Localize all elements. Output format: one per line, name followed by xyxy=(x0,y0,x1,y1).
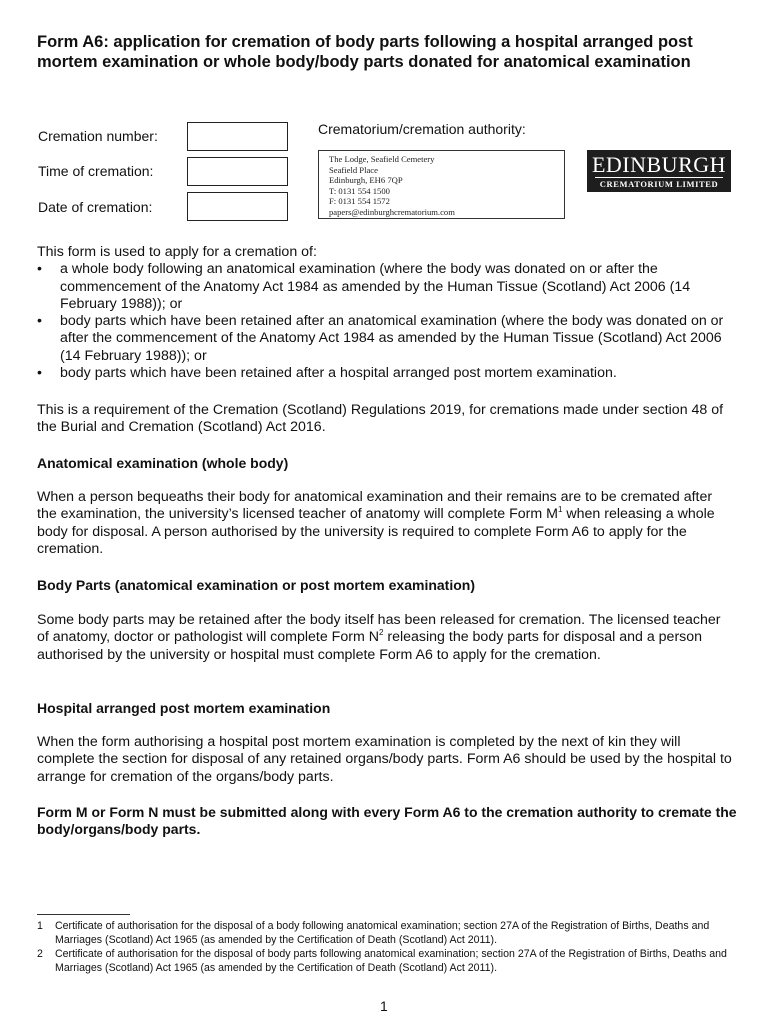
section-paragraph-hospital: When the form authorising a hospital post mortem examination is completed by the next of kin they will complete the section for disposal of any retained organs/body parts. Form A6 should be used by the hospital to arrange for cremation of the organs/body parts. xyxy=(37,734,732,785)
paragraph-text: When a person bequeaths their body for anatomical examination and their remains are to be cremated after the examination, the university’s licensed teacher of anatomy will complete Form M xyxy=(37,489,713,523)
logo-line-1: EDINBURGH xyxy=(591,152,727,177)
list-item: • a whole body following an anatomical examination (where the body was donated on or after the commencement of the Anatomy Act 1984 as amended by the Human Tissue (Scotland) Act 2006 (14 February 1988)); or xyxy=(37,261,732,313)
edinburgh-crematorium-logo xyxy=(587,150,731,192)
address-email: papers@edinburghcrematorium.com xyxy=(329,206,455,217)
page-number: 1 xyxy=(380,998,388,1014)
paragraph-text: when releasing a whole body for disposal. A person authorised by the university is required to complete Form A6 to apply for the cremation. xyxy=(37,506,715,557)
address-phone: T: 0131 554 1500 xyxy=(329,185,390,196)
footnote-text: Certificate of authorisation for the disposal of a body following anatomical examination; section 27A of the Registration of Births, Deaths and Marriages (Scotland) Act 1965 (as amended by the Certification of Death (Scotland) Act 2011). xyxy=(55,920,710,946)
footnote-text: Certificate of authorisation for the disposal of body parts following anatomical examination; section 27A of the Registration of Births, Deaths and Marriages (Scotland) Act 1965 (as amended by the Certification of Death (Scotland) Act 2011). xyxy=(55,948,727,974)
list-item: • body parts which have been retained after a hospital arranged post mortem examination. xyxy=(37,365,732,382)
address-line: The Lodge, Seafield Cemetery xyxy=(329,154,435,164)
requirement-paragraph: This is a requirement of the Cremation (Scotland) Regulations 2019, for cremations made under section 48 of the Burial and Cremation (Scotland) Act 2016. xyxy=(37,402,724,436)
intro-bullet-list xyxy=(37,261,732,382)
logo-line-2: CREMATORIUM LIMITED xyxy=(595,177,723,189)
cremation-number-field[interactable] xyxy=(187,122,288,151)
cremation-number-label: Cremation number: xyxy=(38,128,158,144)
footnote-number: 2 xyxy=(37,948,43,960)
date-of-cremation-label: Date of cremation: xyxy=(38,199,153,215)
paragraph-text: Some body parts may be retained after the body itself has been released for cremation. The licensed teacher of anatomy, doctor or pathologist will complete Form N xyxy=(37,612,721,646)
section-paragraph-anatomical xyxy=(37,489,732,558)
address-line: Edinburgh, EH6 7QP xyxy=(329,175,403,186)
time-of-cremation-label: Time of cremation: xyxy=(38,163,154,179)
footnote-2 xyxy=(37,947,737,975)
footnote-divider xyxy=(37,914,130,915)
time-of-cremation-field[interactable] xyxy=(187,157,288,186)
paragraph-text: releasing the body parts for disposal and a person authorised by the university or hospital must complete Form A6 to apply for the cremation. xyxy=(37,629,703,663)
address-fax: F: 0131 554 1572 xyxy=(329,196,390,207)
page-title: Form A6: application for cremation of body parts following a hospital arranged post mortem examination or whole body/body parts donated for anatomical examination xyxy=(37,33,693,71)
section-heading-hospital: Hospital arranged post mortem examination xyxy=(37,700,331,716)
footnote-ref-1: 1 xyxy=(557,505,563,515)
intro-section xyxy=(37,244,732,382)
closing-statement: Form M or Form N must be submitted along with every Form A6 to the cremation authority to cremate the body/organs/body parts. xyxy=(37,804,737,838)
section-heading-body-parts: Body Parts (anatomical examination or post mortem examination) xyxy=(37,577,475,593)
list-item: • body parts which have been retained after an anatomical examination (where the body was donated on or after the commencement of the Anatomy Act 1984 as amended by the Human Tissue (Scotland) Act 2006 (14 February 1988)); or xyxy=(37,313,732,365)
section-paragraph-body-parts xyxy=(37,612,732,664)
section-heading-anatomical: Anatomical examination (whole body) xyxy=(37,455,289,471)
crematorium-address-box xyxy=(318,150,565,219)
footnote-1 xyxy=(37,919,737,947)
footnote-number: 1 xyxy=(37,920,43,932)
date-of-cremation-field[interactable] xyxy=(187,192,288,221)
crematorium-authority-label: Crematorium/cremation authority: xyxy=(318,121,526,137)
intro-lead: This form is used to apply for a cremation of: xyxy=(37,244,317,260)
footnote-ref-2: 2 xyxy=(378,628,384,638)
address-line: Seafield Place xyxy=(329,164,378,175)
footnotes xyxy=(37,919,737,975)
